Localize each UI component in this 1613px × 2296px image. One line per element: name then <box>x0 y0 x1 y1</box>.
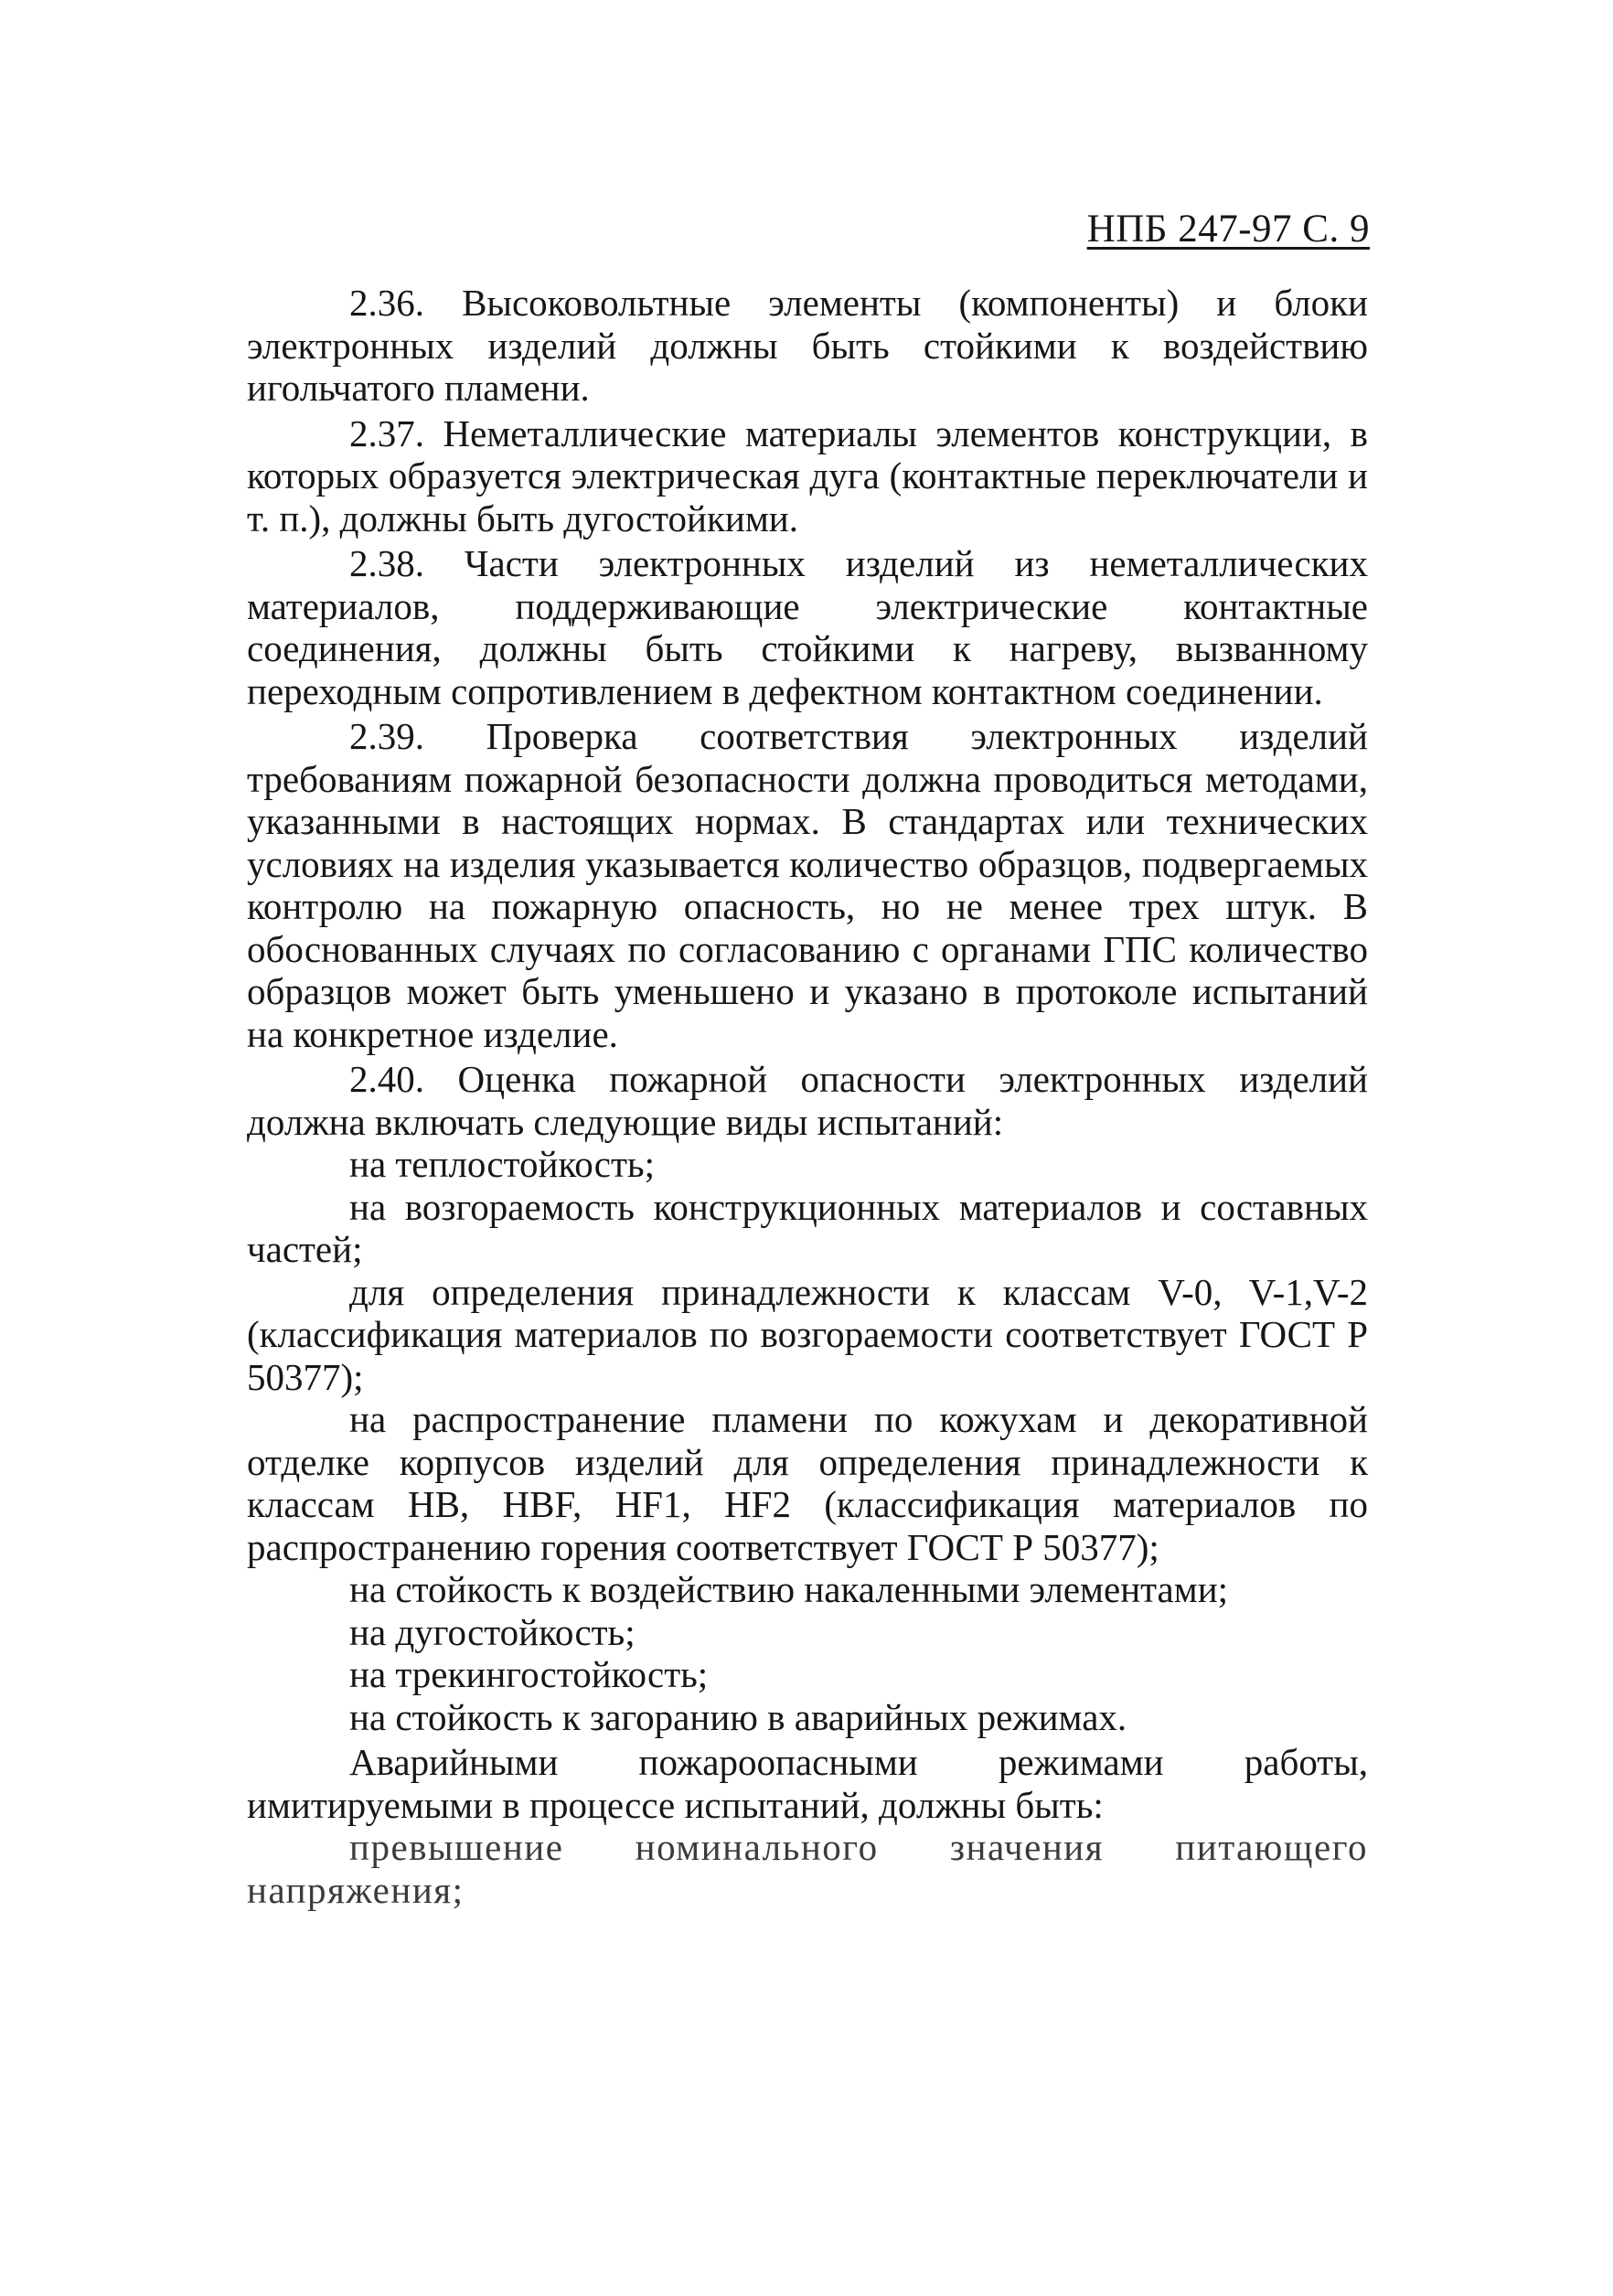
list-item-flame-spread: на распространение пламени по кожухам и декоративной отделке корпусов изделий для определения принадлежности к классам НВ, HBF, HF1, HF2 (классификация материалов по распространению горения соответствует ГОСТ Р 50377); <box>247 1398 1368 1568</box>
list-item-arc-resistance: на дугостойкость; <box>349 1610 636 1653</box>
list-item-classes-v: для определения принадлежности к классам V-0, V-1,V-2 (классификация материалов по возгораемости соответствует ГОСТ Р 50377); <box>247 1270 1368 1398</box>
list-item-overvoltage: превышение номинального значения питающего напряжения; <box>247 1826 1368 1911</box>
paragraph-2-39: 2.39. Проверка соответствия электронных изделий требованиям пожарной безопасности должна проводиться методами, указанными в настоящих нормах. В стандартах или технических условиях на изделия указывается количество образцов, подвергаемых контролю на пожарную опасность, но не менее трех штук. В обоснованных случаях по согласованию с органами ГПС количество образцов может быть уменьшено и указано в протоколе испытаний на конкретное изделие. <box>247 715 1368 1055</box>
list-item-glow-wire: на стойкость к воздействию накаленными элементами; <box>349 1568 1229 1610</box>
paragraph-2-37: 2.37. Неметаллические материалы элементов конструкции, в которых образуется электрическая дуга (контактные переключатели и т. п.), должны быть дугостойкими. <box>247 411 1368 539</box>
paragraph-emergency-modes: Аварийными пожароопасными режимами работы, имитируемыми в процессе испытаний, должны быть: <box>247 1741 1368 1826</box>
list-item-heat-resistance: на теплостойкость; <box>349 1143 656 1185</box>
list-item-flammability: на возгораемость конструкционных материалов и составных частей; <box>247 1185 1368 1270</box>
paragraph-2-40: 2.40. Оценка пожарной опасности электронных изделий должна включать следующие виды испытаний: <box>247 1058 1368 1143</box>
paragraph-2-38: 2.38. Части электронных изделий из неметаллических материалов, поддерживающие электрические контактные соединения, должны быть стойкими к нагреву, вызванному переходным сопротивлением в дефектном контактном соединении. <box>247 542 1368 712</box>
document-body <box>247 282 1368 1911</box>
paragraph-2-36: 2.36. Высоковольтные элементы (компоненты) и блоки электронных изделий должны быть стойкими к воздействию игольчатого пламени. <box>247 282 1368 409</box>
list-item-emergency-ignition: на стойкость к загоранию в аварийных режимах. <box>349 1695 1127 1738</box>
running-header: НПБ 247-97 С. 9 <box>1086 208 1370 251</box>
list-item-tracking-resistance: на трекингостойкость; <box>349 1653 709 1695</box>
